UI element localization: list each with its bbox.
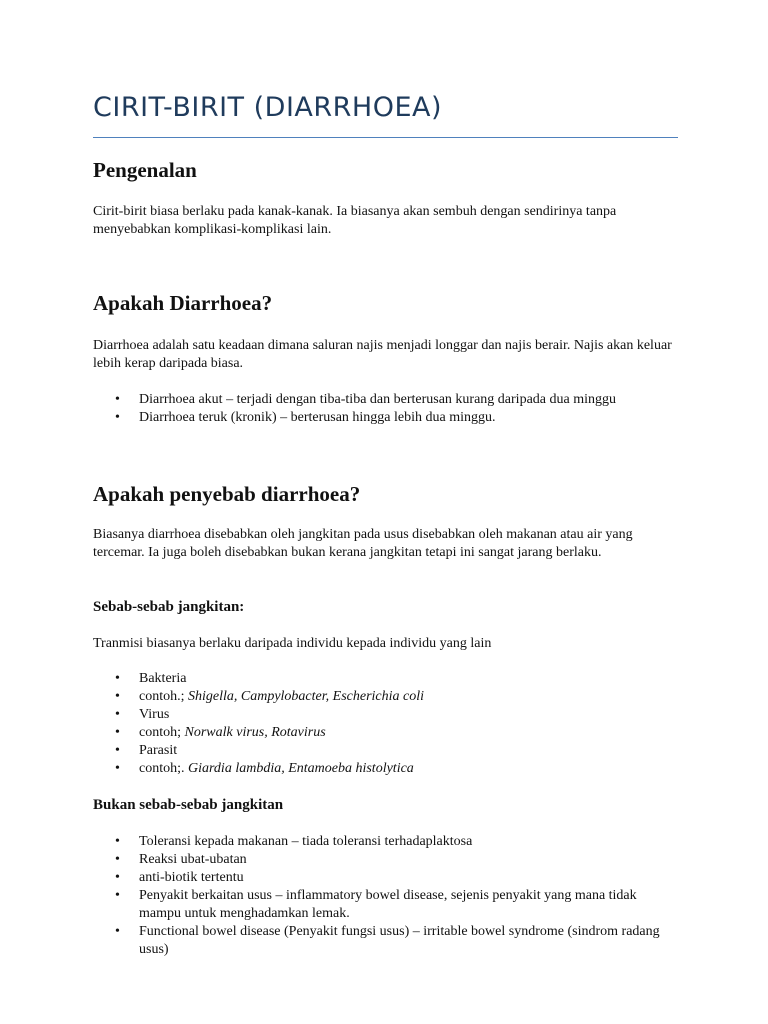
list-item (93, 688, 678, 706)
example-organisms: Giardia lambdia, Entamoeba histolytica (188, 761, 414, 776)
list-item (93, 724, 678, 742)
list-item (93, 760, 678, 778)
list-item: • anti-biotik tertentu (93, 869, 678, 887)
document-title: CIRIT-BIRIT (DIARRHOEA) (93, 92, 443, 123)
heading-cause: Apakah penyebab diarrhoea? (93, 482, 361, 506)
example-prefix: contoh.; (139, 689, 188, 704)
list-item: • Virus (93, 706, 678, 724)
list-item: • Bakteria (93, 670, 678, 688)
list-item: • Functional bowel disease (Penyakit fungsi usus) – irritable bowel syndrome (sindrom radang usus) (93, 923, 678, 959)
paragraph-intro: Cirit-birit biasa berlaku pada kanak-kanak. Ia biasanya akan sembuh dengan sendirinya tanpa menyebabkan komplikasi-komplikasi lain. (93, 204, 617, 237)
list-item: • Penyakit berkaitan usus – inflammatory bowel disease, sejenis penyakit yang mana tidak mampu untuk menghadamkan lemak. (93, 887, 678, 923)
heading-intro: Pengenalan (93, 158, 197, 182)
heading-infectious: Sebab-sebab jangkitan: (93, 599, 245, 615)
list-item: • Diarrhoea teruk (kronik) – berterusan hingga lebih dua minggu. (93, 409, 678, 427)
list-item: • Diarrhoea akut – terjadi dengan tiba-tiba dan berterusan kurang daripada dua minggu (93, 391, 678, 409)
list-item: • Reaksi ubat-ubatan (93, 851, 678, 869)
paragraph-what: Diarrhoea adalah satu keadaan dimana saluran najis menjadi longgar dan najis berair. Najis akan keluar lebih kerap daripada biasa. (93, 338, 672, 371)
example-organisms: Norwalk virus, Rotavirus (184, 725, 326, 740)
list-item: • Parasit (93, 742, 678, 760)
list-infectious (93, 670, 678, 778)
paragraph-infectious: Tranmisi biasanya berlaku daripada individu kepada individu yang lain (93, 636, 492, 651)
heading-what: Apakah Diarrhoea? (93, 291, 273, 315)
heading-noninfectious: Bukan sebab-sebab jangkitan (93, 797, 284, 813)
list-item: • Toleransi kepada makanan – tiada toleransi terhadaplaktosa (93, 833, 678, 851)
list-what (93, 391, 678, 427)
paragraph-cause: Biasanya diarrhoea disebabkan oleh jangkitan pada usus disebabkan oleh makanan atau air yang tercemar. Ia juga boleh disebabkan bukan kerana jangkitan tetapi ini sangat jarang berlaku. (93, 527, 633, 560)
example-organisms: Shigella, Campylobacter, Escherichia coli (188, 689, 425, 704)
title-divider (93, 137, 678, 138)
example-prefix: contoh; (139, 725, 185, 740)
list-noninfectious (93, 833, 678, 959)
example-prefix: contoh;. (139, 761, 188, 776)
